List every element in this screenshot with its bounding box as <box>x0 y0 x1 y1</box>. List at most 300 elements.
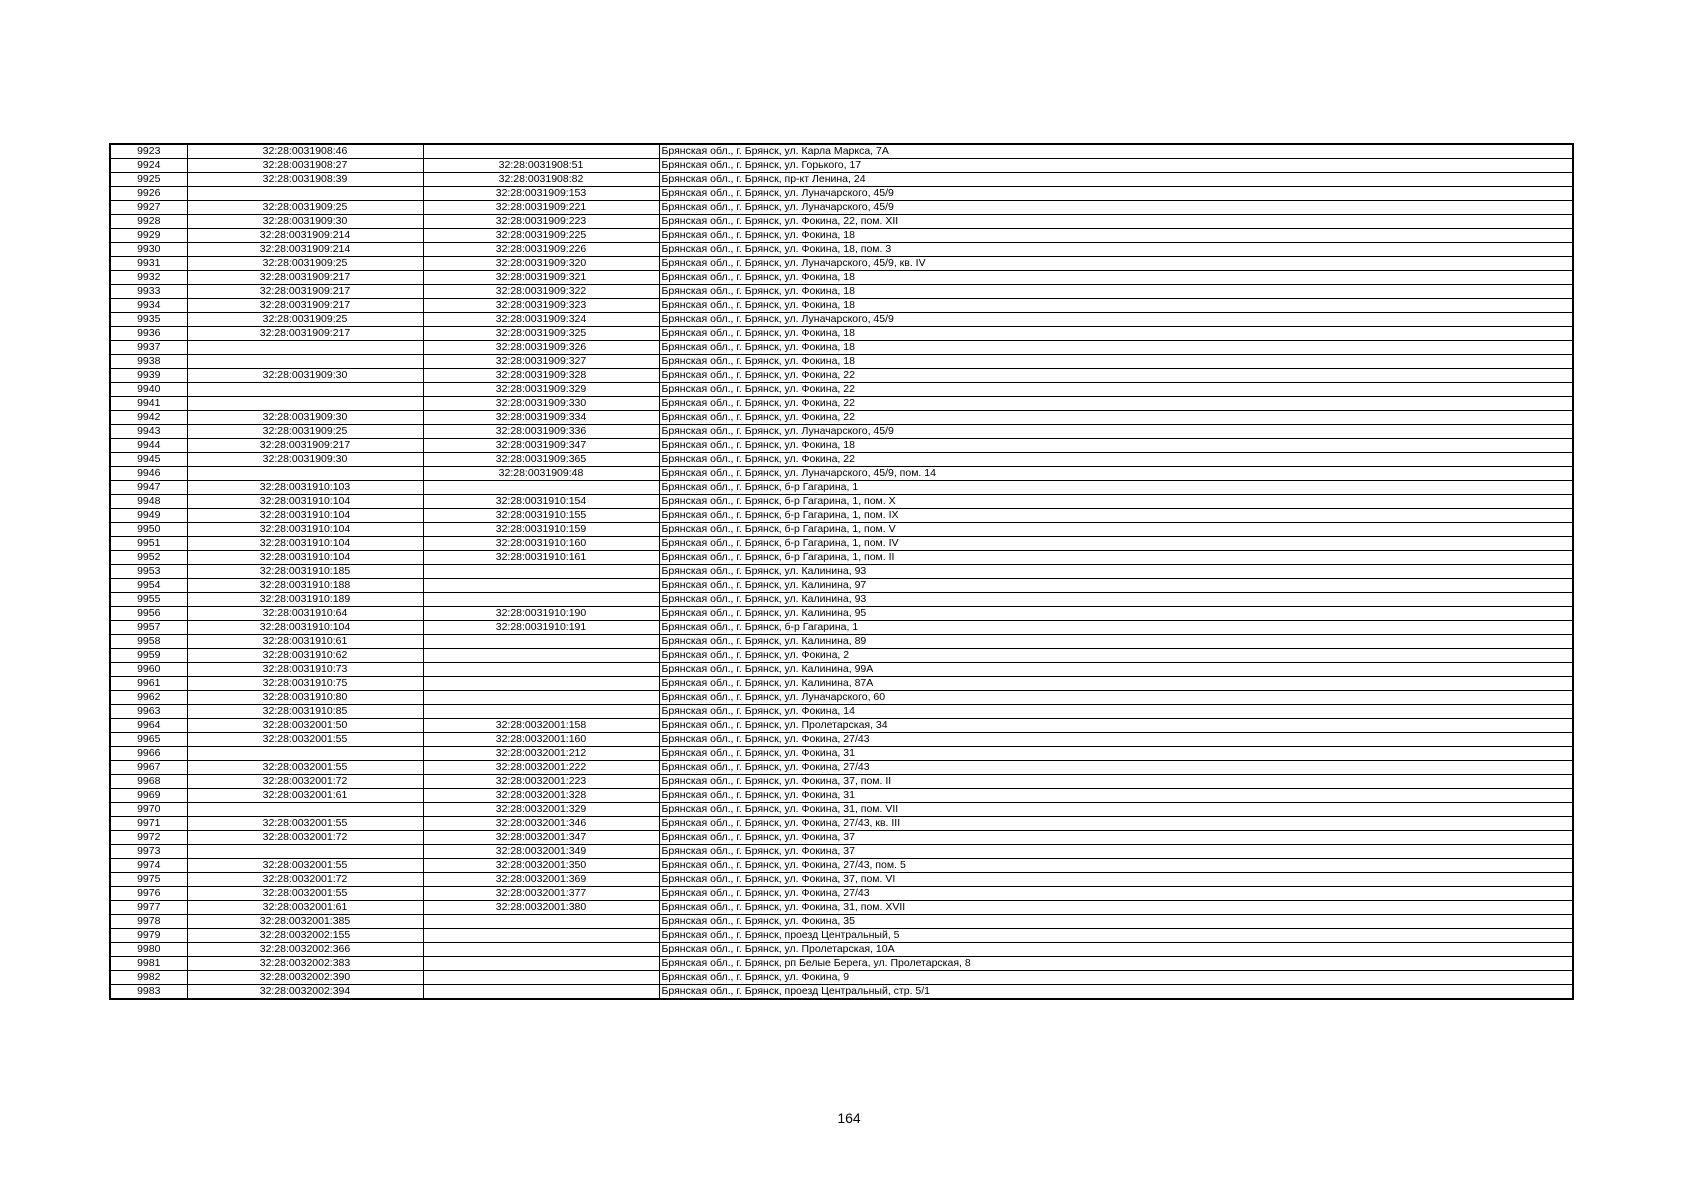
table-row <box>110 607 1573 621</box>
row-number-cell: 9971 <box>110 817 187 831</box>
table-row <box>110 144 1573 159</box>
cadastral-number-cell: 32:28:0032001:72 <box>187 831 423 845</box>
address-cell: Брянская обл., г. Брянск, ул. Фокина, 31, пом. VII <box>659 803 1573 817</box>
row-number-cell: 9949 <box>110 509 187 523</box>
address-cell: Брянская обл., г. Брянск, ул. Фокина, 27/43 <box>659 733 1573 747</box>
linked-cadastral-number-cell: 32:28:0032001:329 <box>423 803 659 817</box>
row-number-cell: 9982 <box>110 971 187 985</box>
cadastral-number-cell: 32:28:0031910:104 <box>187 509 423 523</box>
row-number-cell: 9935 <box>110 313 187 327</box>
address-cell: Брянская обл., г. Брянск, ул. Фокина, 14 <box>659 705 1573 719</box>
linked-cadastral-number-cell: 32:28:0031908:51 <box>423 159 659 173</box>
address-cell: Брянская обл., г. Брянск, ул. Калинина, 93 <box>659 565 1573 579</box>
linked-cadastral-number-cell: 32:28:0031909:48 <box>423 467 659 481</box>
table-row <box>110 397 1573 411</box>
linked-cadastral-number-cell: 32:28:0032001:349 <box>423 845 659 859</box>
cadastral-number-cell <box>187 383 423 397</box>
cadastral-number-cell: 32:28:0031910:64 <box>187 607 423 621</box>
cadastral-number-cell: 32:28:0031910:62 <box>187 649 423 663</box>
linked-cadastral-number-cell <box>423 649 659 663</box>
address-cell: Брянская обл., г. Брянск, ул. Фокина, 18 <box>659 299 1573 313</box>
row-number-cell: 9937 <box>110 341 187 355</box>
table-row <box>110 411 1573 425</box>
row-number-cell: 9978 <box>110 915 187 929</box>
cadastral-number-cell: 32:28:0031909:217 <box>187 327 423 341</box>
table-row <box>110 187 1573 201</box>
row-number-cell: 9923 <box>110 144 187 159</box>
table-row <box>110 957 1573 971</box>
table-row <box>110 341 1573 355</box>
table-row <box>110 439 1573 453</box>
linked-cadastral-number-cell <box>423 144 659 159</box>
linked-cadastral-number-cell: 32:28:0032001:212 <box>423 747 659 761</box>
table-row <box>110 817 1573 831</box>
linked-cadastral-number-cell: 32:28:0031909:221 <box>423 201 659 215</box>
address-cell: Брянская обл., г. Брянск, ул. Пролетарская, 10А <box>659 943 1573 957</box>
address-cell: Брянская обл., г. Брянск, ул. Луначарского, 45/9 <box>659 313 1573 327</box>
linked-cadastral-number-cell: 32:28:0031908:82 <box>423 173 659 187</box>
address-cell: Брянская обл., г. Брянск, б-р Гагарина, 1 <box>659 481 1573 495</box>
linked-cadastral-number-cell: 32:28:0031909:328 <box>423 369 659 383</box>
linked-cadastral-number-cell: 32:28:0032001:328 <box>423 789 659 803</box>
cadastral-number-cell: 32:28:0031909:214 <box>187 243 423 257</box>
cadastral-number-cell <box>187 187 423 201</box>
cadastral-number-cell: 32:28:0031909:25 <box>187 313 423 327</box>
linked-cadastral-number-cell: 32:28:0032001:158 <box>423 719 659 733</box>
address-cell: Брянская обл., г. Брянск, ул. Фокина, 35 <box>659 915 1573 929</box>
cadastral-number-cell: 32:28:0032002:383 <box>187 957 423 971</box>
cadastral-number-cell: 32:28:0031909:25 <box>187 257 423 271</box>
row-number-cell: 9940 <box>110 383 187 397</box>
address-cell: Брянская обл., г. Брянск, ул. Фокина, 22 <box>659 453 1573 467</box>
cadastral-number-cell: 32:28:0032002:366 <box>187 943 423 957</box>
row-number-cell: 9924 <box>110 159 187 173</box>
table-row <box>110 915 1573 929</box>
linked-cadastral-number-cell <box>423 957 659 971</box>
cadastral-number-cell: 32:28:0031909:217 <box>187 299 423 313</box>
address-cell: Брянская обл., г. Брянск, ул. Фокина, 37 <box>659 831 1573 845</box>
linked-cadastral-number-cell: 32:28:0031909:225 <box>423 229 659 243</box>
row-number-cell: 9936 <box>110 327 187 341</box>
address-cell: Брянская обл., г. Брянск, проезд Центральный, 5 <box>659 929 1573 943</box>
table-row <box>110 691 1573 705</box>
linked-cadastral-number-cell <box>423 705 659 719</box>
table-row <box>110 901 1573 915</box>
row-number-cell: 9977 <box>110 901 187 915</box>
address-cell: Брянская обл., г. Брянск, ул. Фокина, 18 <box>659 229 1573 243</box>
table-row <box>110 943 1573 957</box>
linked-cadastral-number-cell: 32:28:0031910:155 <box>423 509 659 523</box>
row-number-cell: 9939 <box>110 369 187 383</box>
linked-cadastral-number-cell: 32:28:0031909:334 <box>423 411 659 425</box>
cadastral-number-cell: 32:28:0031909:30 <box>187 369 423 383</box>
address-cell: Брянская обл., г. Брянск, ул. Луначарского, 45/9 <box>659 201 1573 215</box>
row-number-cell: 9966 <box>110 747 187 761</box>
address-cell: Брянская обл., г. Брянск, ул. Фокина, 27/43 <box>659 761 1573 775</box>
linked-cadastral-number-cell: 32:28:0031909:324 <box>423 313 659 327</box>
address-cell: Брянская обл., г. Брянск, рп Белые Берега, ул. Пролетарская, 8 <box>659 957 1573 971</box>
linked-cadastral-number-cell: 32:28:0032001:346 <box>423 817 659 831</box>
cadastral-number-cell: 32:28:0031908:46 <box>187 144 423 159</box>
table-row <box>110 495 1573 509</box>
cadastral-number-cell: 32:28:0031908:27 <box>187 159 423 173</box>
table-row <box>110 761 1573 775</box>
table-row <box>110 803 1573 817</box>
cadastral-number-cell: 32:28:0031909:214 <box>187 229 423 243</box>
table-row <box>110 985 1573 1000</box>
row-number-cell: 9946 <box>110 467 187 481</box>
row-number-cell: 9964 <box>110 719 187 733</box>
cadastral-number-cell: 32:28:0031910:73 <box>187 663 423 677</box>
cadastral-number-cell <box>187 397 423 411</box>
row-number-cell: 9955 <box>110 593 187 607</box>
address-cell: Брянская обл., г. Брянск, ул. Луначарского, 60 <box>659 691 1573 705</box>
table-row <box>110 775 1573 789</box>
cadastral-number-cell: 32:28:0031909:217 <box>187 285 423 299</box>
row-number-cell: 9981 <box>110 957 187 971</box>
linked-cadastral-number-cell: 32:28:0031910:191 <box>423 621 659 635</box>
linked-cadastral-number-cell <box>423 985 659 1000</box>
address-cell: Брянская обл., г. Брянск, б-р Гагарина, 1, пом. IV <box>659 537 1573 551</box>
cadastral-number-cell: 32:28:0031910:85 <box>187 705 423 719</box>
address-cell: Брянская обл., г. Брянск, ул. Фокина, 18 <box>659 355 1573 369</box>
table-row <box>110 285 1573 299</box>
table-body <box>110 144 1573 999</box>
row-number-cell: 9931 <box>110 257 187 271</box>
row-number-cell: 9926 <box>110 187 187 201</box>
table-row <box>110 229 1573 243</box>
row-number-cell: 9954 <box>110 579 187 593</box>
linked-cadastral-number-cell: 32:28:0031910:161 <box>423 551 659 565</box>
cadastral-number-cell: 32:28:0032001:55 <box>187 733 423 747</box>
linked-cadastral-number-cell <box>423 481 659 495</box>
address-cell: Брянская обл., г. Брянск, ул. Фокина, 18 <box>659 439 1573 453</box>
address-cell: Брянская обл., г. Брянск, ул. Фокина, 27/43 <box>659 887 1573 901</box>
linked-cadastral-number-cell: 32:28:0031909:347 <box>423 439 659 453</box>
cadastral-number-cell: 32:28:0032002:155 <box>187 929 423 943</box>
row-number-cell: 9968 <box>110 775 187 789</box>
cadastral-number-cell <box>187 747 423 761</box>
table-row <box>110 845 1573 859</box>
linked-cadastral-number-cell: 32:28:0032001:223 <box>423 775 659 789</box>
cadastral-number-cell: 32:28:0031910:75 <box>187 677 423 691</box>
table-row <box>110 509 1573 523</box>
address-cell: Брянская обл., г. Брянск, ул. Фокина, 18 <box>659 271 1573 285</box>
linked-cadastral-number-cell: 32:28:0031910:159 <box>423 523 659 537</box>
linked-cadastral-number-cell: 32:28:0032001:222 <box>423 761 659 775</box>
cadastral-number-cell: 32:28:0032001:72 <box>187 775 423 789</box>
row-number-cell: 9960 <box>110 663 187 677</box>
linked-cadastral-number-cell <box>423 943 659 957</box>
address-cell: Брянская обл., г. Брянск, ул. Фокина, 31 <box>659 747 1573 761</box>
linked-cadastral-number-cell: 32:28:0032001:350 <box>423 859 659 873</box>
address-cell: Брянская обл., г. Брянск, ул. Луначарского, 45/9 <box>659 187 1573 201</box>
row-number-cell: 9943 <box>110 425 187 439</box>
cadastral-number-cell: 32:28:0032001:385 <box>187 915 423 929</box>
cadastral-number-cell: 32:28:0031909:25 <box>187 201 423 215</box>
cadastral-number-cell: 32:28:0031910:80 <box>187 691 423 705</box>
table-row <box>110 537 1573 551</box>
table-row <box>110 467 1573 481</box>
address-cell: Брянская обл., г. Брянск, ул. Луначарского, 45/9, пом. 14 <box>659 467 1573 481</box>
row-number-cell: 9975 <box>110 873 187 887</box>
linked-cadastral-number-cell: 32:28:0031910:190 <box>423 607 659 621</box>
address-cell: Брянская обл., г. Брянск, пр-кт Ленина, 24 <box>659 173 1573 187</box>
cadastral-number-cell <box>187 467 423 481</box>
table-row <box>110 663 1573 677</box>
cadastral-number-cell: 32:28:0032001:72 <box>187 873 423 887</box>
table-row <box>110 425 1573 439</box>
linked-cadastral-number-cell <box>423 929 659 943</box>
row-number-cell: 9952 <box>110 551 187 565</box>
linked-cadastral-number-cell: 32:28:0031909:320 <box>423 257 659 271</box>
linked-cadastral-number-cell <box>423 677 659 691</box>
cadastral-number-cell: 32:28:0031909:25 <box>187 425 423 439</box>
row-number-cell: 9933 <box>110 285 187 299</box>
table-row <box>110 789 1573 803</box>
linked-cadastral-number-cell: 32:28:0032001:377 <box>423 887 659 901</box>
table-row <box>110 929 1573 943</box>
linked-cadastral-number-cell <box>423 635 659 649</box>
linked-cadastral-number-cell: 32:28:0031909:326 <box>423 341 659 355</box>
address-cell: Брянская обл., г. Брянск, ул. Горького, 17 <box>659 159 1573 173</box>
table-row <box>110 971 1573 985</box>
row-number-cell: 9972 <box>110 831 187 845</box>
linked-cadastral-number-cell <box>423 915 659 929</box>
table-row <box>110 565 1573 579</box>
address-cell: Брянская обл., г. Брянск, ул. Фокина, 22, пом. XII <box>659 215 1573 229</box>
linked-cadastral-number-cell: 32:28:0032001:369 <box>423 873 659 887</box>
address-cell: Брянская обл., г. Брянск, ул. Фокина, 22 <box>659 369 1573 383</box>
table-row <box>110 173 1573 187</box>
row-number-cell: 9951 <box>110 537 187 551</box>
cadastral-number-cell: 32:28:0032002:394 <box>187 985 423 1000</box>
cadastral-number-cell: 32:28:0032001:55 <box>187 761 423 775</box>
address-cell: Брянская обл., г. Брянск, ул. Калинина, 87А <box>659 677 1573 691</box>
row-number-cell: 9925 <box>110 173 187 187</box>
row-number-cell: 9950 <box>110 523 187 537</box>
row-number-cell: 9941 <box>110 397 187 411</box>
row-number-cell: 9930 <box>110 243 187 257</box>
table-row <box>110 201 1573 215</box>
cadastral-number-cell: 32:28:0032001:61 <box>187 789 423 803</box>
address-cell: Брянская обл., г. Брянск, б-р Гагарина, 1, пом. V <box>659 523 1573 537</box>
cadastral-number-cell: 32:28:0031909:30 <box>187 411 423 425</box>
address-cell: Брянская обл., г. Брянск, ул. Фокина, 31 <box>659 789 1573 803</box>
linked-cadastral-number-cell <box>423 691 659 705</box>
cadastral-number-cell: 32:28:0032001:61 <box>187 901 423 915</box>
row-number-cell: 9956 <box>110 607 187 621</box>
linked-cadastral-number-cell: 32:28:0032001:347 <box>423 831 659 845</box>
row-number-cell: 9934 <box>110 299 187 313</box>
linked-cadastral-number-cell: 32:28:0031909:322 <box>423 285 659 299</box>
linked-cadastral-number-cell <box>423 565 659 579</box>
address-cell: Брянская обл., г. Брянск, ул. Фокина, 22 <box>659 411 1573 425</box>
table-row <box>110 551 1573 565</box>
address-cell: Брянская обл., г. Брянск, ул. Карла Маркса, 7А <box>659 144 1573 159</box>
linked-cadastral-number-cell: 32:28:0031909:325 <box>423 327 659 341</box>
row-number-cell: 9969 <box>110 789 187 803</box>
table-row <box>110 873 1573 887</box>
linked-cadastral-number-cell: 32:28:0031909:336 <box>423 425 659 439</box>
address-cell: Брянская обл., г. Брянск, ул. Фокина, 22 <box>659 383 1573 397</box>
row-number-cell: 9979 <box>110 929 187 943</box>
table-row <box>110 383 1573 397</box>
cadastral-number-cell: 32:28:0031910:104 <box>187 537 423 551</box>
address-cell: Брянская обл., г. Брянск, ул. Фокина, 37, пом. II <box>659 775 1573 789</box>
row-number-cell: 9957 <box>110 621 187 635</box>
table-row <box>110 705 1573 719</box>
cadastral-number-cell: 32:28:0032001:50 <box>187 719 423 733</box>
cadastral-number-cell: 32:28:0031909:217 <box>187 439 423 453</box>
address-cell: Брянская обл., г. Брянск, ул. Луначарского, 45/9 <box>659 425 1573 439</box>
address-cell: Брянская обл., г. Брянск, ул. Фокина, 9 <box>659 971 1573 985</box>
cadastral-number-cell: 32:28:0031909:30 <box>187 215 423 229</box>
cadastral-number-cell <box>187 355 423 369</box>
cadastral-number-cell: 32:28:0031910:104 <box>187 551 423 565</box>
table-row <box>110 859 1573 873</box>
row-number-cell: 9948 <box>110 495 187 509</box>
address-cell: Брянская обл., г. Брянск, ул. Фокина, 18 <box>659 285 1573 299</box>
linked-cadastral-number-cell: 32:28:0032001:380 <box>423 901 659 915</box>
table-row <box>110 719 1573 733</box>
address-cell: Брянская обл., г. Брянск, ул. Фокина, 37, пом. VI <box>659 873 1573 887</box>
address-cell: Брянская обл., г. Брянск, ул. Фокина, 22 <box>659 397 1573 411</box>
linked-cadastral-number-cell: 32:28:0032001:160 <box>423 733 659 747</box>
address-cell: Брянская обл., г. Брянск, ул. Луначарского, 45/9, кв. IV <box>659 257 1573 271</box>
address-cell: Брянская обл., г. Брянск, ул. Фокина, 37 <box>659 845 1573 859</box>
row-number-cell: 9970 <box>110 803 187 817</box>
cadastral-number-cell: 32:28:0031910:104 <box>187 495 423 509</box>
row-number-cell: 9932 <box>110 271 187 285</box>
table-row <box>110 579 1573 593</box>
linked-cadastral-number-cell <box>423 579 659 593</box>
address-cell: Брянская обл., г. Брянск, ул. Фокина, 31, пом. XVII <box>659 901 1573 915</box>
row-number-cell: 9980 <box>110 943 187 957</box>
cadastral-number-cell: 32:28:0031909:30 <box>187 453 423 467</box>
row-number-cell: 9958 <box>110 635 187 649</box>
cadastral-number-cell: 32:28:0031910:185 <box>187 565 423 579</box>
table-row <box>110 635 1573 649</box>
cadastral-number-cell <box>187 341 423 355</box>
property-table <box>109 143 1574 1000</box>
linked-cadastral-number-cell: 32:28:0031910:154 <box>423 495 659 509</box>
table-row <box>110 327 1573 341</box>
linked-cadastral-number-cell <box>423 971 659 985</box>
cadastral-number-cell: 32:28:0032002:390 <box>187 971 423 985</box>
linked-cadastral-number-cell <box>423 593 659 607</box>
row-number-cell: 9928 <box>110 215 187 229</box>
row-number-cell: 9974 <box>110 859 187 873</box>
table-row <box>110 649 1573 663</box>
linked-cadastral-number-cell: 32:28:0031909:153 <box>423 187 659 201</box>
table-row <box>110 677 1573 691</box>
table-row <box>110 593 1573 607</box>
row-number-cell: 9929 <box>110 229 187 243</box>
linked-cadastral-number-cell: 32:28:0031909:327 <box>423 355 659 369</box>
row-number-cell: 9959 <box>110 649 187 663</box>
row-number-cell: 9938 <box>110 355 187 369</box>
linked-cadastral-number-cell: 32:28:0031909:365 <box>423 453 659 467</box>
table-row <box>110 243 1573 257</box>
linked-cadastral-number-cell: 32:28:0031909:226 <box>423 243 659 257</box>
table-row <box>110 733 1573 747</box>
address-cell: Брянская обл., г. Брянск, б-р Гагарина, 1, пом. II <box>659 551 1573 565</box>
cadastral-number-cell: 32:28:0032001:55 <box>187 887 423 901</box>
address-cell: Брянская обл., г. Брянск, ул. Калинина, 89 <box>659 635 1573 649</box>
row-number-cell: 9942 <box>110 411 187 425</box>
address-cell: Брянская обл., г. Брянск, ул. Калинина, 95 <box>659 607 1573 621</box>
address-cell: Брянская обл., г. Брянск, ул. Пролетарская, 34 <box>659 719 1573 733</box>
address-cell: Брянская обл., г. Брянск, ул. Калинина, 99А <box>659 663 1573 677</box>
row-number-cell: 9976 <box>110 887 187 901</box>
linked-cadastral-number-cell <box>423 663 659 677</box>
cadastral-number-cell: 32:28:0031909:217 <box>187 271 423 285</box>
row-number-cell: 9983 <box>110 985 187 1000</box>
table-row <box>110 215 1573 229</box>
table-row <box>110 481 1573 495</box>
row-number-cell: 9944 <box>110 439 187 453</box>
linked-cadastral-number-cell: 32:28:0031909:330 <box>423 397 659 411</box>
table-row <box>110 159 1573 173</box>
cadastral-number-cell: 32:28:0031910:104 <box>187 621 423 635</box>
table-row <box>110 887 1573 901</box>
row-number-cell: 9947 <box>110 481 187 495</box>
table-row <box>110 369 1573 383</box>
address-cell: Брянская обл., г. Брянск, ул. Фокина, 18, пом. 3 <box>659 243 1573 257</box>
address-cell: Брянская обл., г. Брянск, ул. Фокина, 18 <box>659 327 1573 341</box>
address-cell: Брянская обл., г. Брянск, ул. Фокина, 27/43, пом. 5 <box>659 859 1573 873</box>
table-row <box>110 257 1573 271</box>
row-number-cell: 9973 <box>110 845 187 859</box>
linked-cadastral-number-cell: 32:28:0031909:223 <box>423 215 659 229</box>
address-cell: Брянская обл., г. Брянск, ул. Калинина, 93 <box>659 593 1573 607</box>
linked-cadastral-number-cell: 32:28:0031909:321 <box>423 271 659 285</box>
linked-cadastral-number-cell: 32:28:0031909:323 <box>423 299 659 313</box>
linked-cadastral-number-cell: 32:28:0031909:329 <box>423 383 659 397</box>
table-row <box>110 831 1573 845</box>
row-number-cell: 9963 <box>110 705 187 719</box>
address-cell: Брянская обл., г. Брянск, ул. Фокина, 18 <box>659 341 1573 355</box>
row-number-cell: 9965 <box>110 733 187 747</box>
table-row <box>110 355 1573 369</box>
address-cell: Брянская обл., г. Брянск, б-р Гагарина, 1, пом. X <box>659 495 1573 509</box>
table-row <box>110 271 1573 285</box>
table-row <box>110 747 1573 761</box>
table-row <box>110 453 1573 467</box>
cadastral-number-cell: 32:28:0032001:55 <box>187 859 423 873</box>
cadastral-number-cell: 32:28:0031910:189 <box>187 593 423 607</box>
address-cell: Брянская обл., г. Брянск, ул. Калинина, 97 <box>659 579 1573 593</box>
cadastral-number-cell <box>187 845 423 859</box>
row-number-cell: 9927 <box>110 201 187 215</box>
address-cell: Брянская обл., г. Брянск, б-р Гагарина, 1, пом. IX <box>659 509 1573 523</box>
row-number-cell: 9953 <box>110 565 187 579</box>
row-number-cell: 9962 <box>110 691 187 705</box>
cadastral-number-cell: 32:28:0031910:61 <box>187 635 423 649</box>
page-number: 164 <box>837 1110 861 1126</box>
row-number-cell: 9961 <box>110 677 187 691</box>
table-row <box>110 299 1573 313</box>
linked-cadastral-number-cell: 32:28:0031910:160 <box>423 537 659 551</box>
cadastral-number-cell: 32:28:0031908:39 <box>187 173 423 187</box>
cadastral-number-cell: 32:28:0031910:103 <box>187 481 423 495</box>
cadastral-number-cell: 32:28:0031910:188 <box>187 579 423 593</box>
row-number-cell: 9967 <box>110 761 187 775</box>
cadastral-number-cell: 32:28:0032001:55 <box>187 817 423 831</box>
address-cell: Брянская обл., г. Брянск, проезд Центральный, стр. 5/1 <box>659 985 1573 1000</box>
table-row <box>110 313 1573 327</box>
